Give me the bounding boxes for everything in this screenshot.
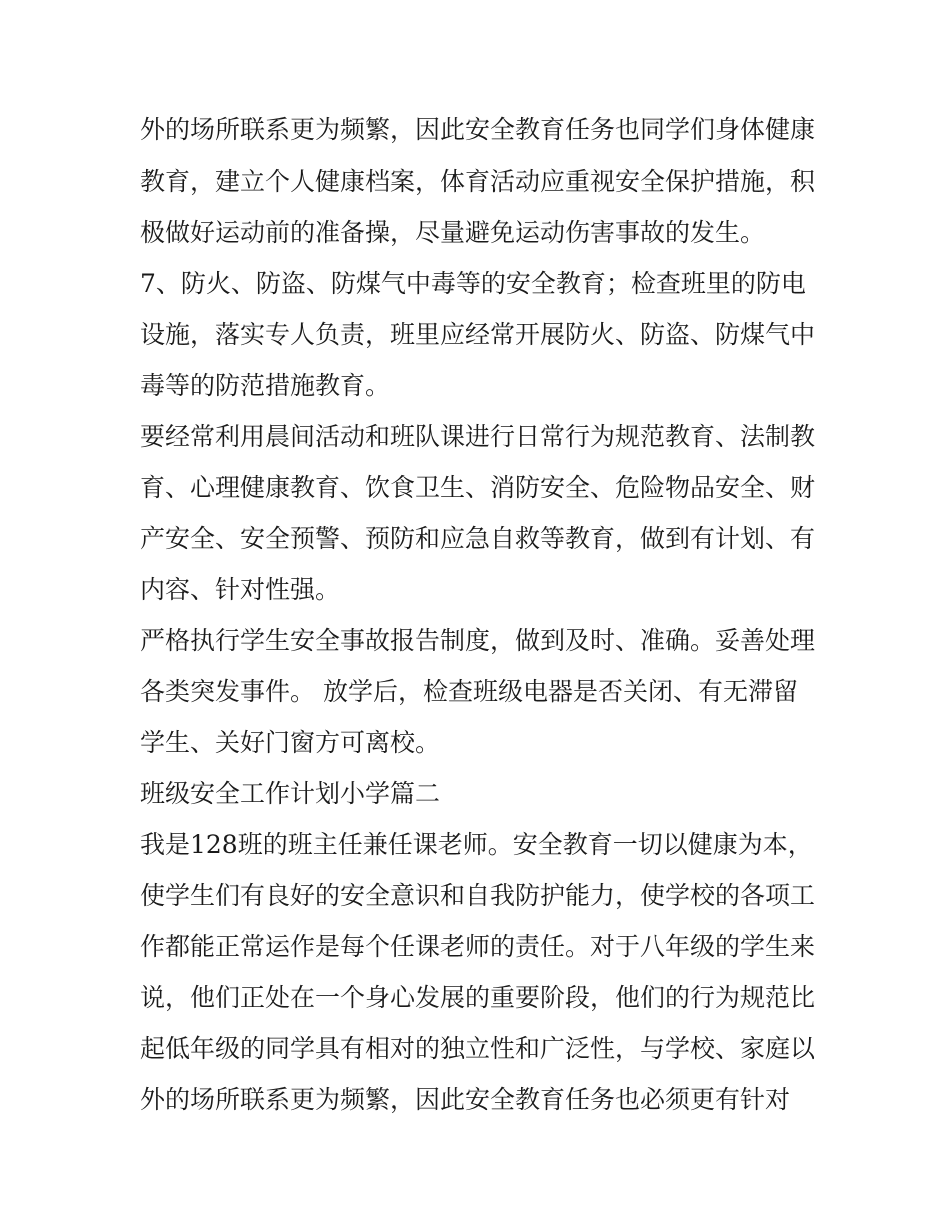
text-line-6: 毒等的防范措施教育。 (140, 371, 391, 400)
text-line-3: 极做好运动前的准备操，尽量避免运动伤害事故的发生。 (140, 218, 766, 247)
text-line-20: 外的场所联系更为频繁，因此安全教育任务也必须更有针对 (140, 1085, 791, 1114)
text-line-19: 起低年级的同学具有相对的独立性和广泛性，与学校、家庭以 (140, 1034, 816, 1063)
text-line-1: 外的场所联系更为频繁，因此安全教育任务也同学们身体健康 (140, 115, 816, 144)
text-line-17: 作都能正常运作是每个任课老师的责任。对于八年级的学生来 (140, 932, 816, 961)
text-line-2: 教育，建立个人健康档案，体育活动应重视安全保护措施，积 (140, 167, 816, 196)
text-line-10: 内容、针对性强。 (140, 575, 341, 604)
text-line-5: 设施，落实专人负责，班里应经常开展防火、防盗、防煤气中 (140, 320, 816, 349)
text-line-15: 我是128班的班主任兼任课老师。安全教育一切以健康为本， (140, 830, 813, 859)
section-heading: 班级安全工作计划小学篇二 (140, 779, 441, 808)
text-line-9: 产安全、安全预警、预防和应急自救等教育，做到有计划、有 (140, 524, 816, 553)
text-line-11: 严格执行学生安全事故报告制度，做到及时、准确。妥善处理 (140, 626, 816, 655)
text-line-13: 学生、关好门窗方可离校。 (140, 728, 441, 757)
text-line-7: 要经常利用晨间活动和班队课进行日常行为规范教育、法制教 (140, 422, 816, 451)
text-line-8: 育、心理健康教育、饮食卫生、消防安全、危险物品安全、财 (140, 473, 816, 502)
text-line-16: 使学生们有良好的安全意识和自我防护能力，使学校的各项工 (140, 881, 816, 910)
text-line-4: 7、防火、防盗、防煤气中毒等的安全教育；检查班里的防电 (140, 269, 806, 298)
text-line-18: 说，他们正处在一个身心发展的重要阶段，他们的行为规范比 (140, 983, 816, 1012)
text-line-12: 各类突发事件。 放学后，检查班级电器是否关闭、有无滞留 (140, 677, 798, 706)
